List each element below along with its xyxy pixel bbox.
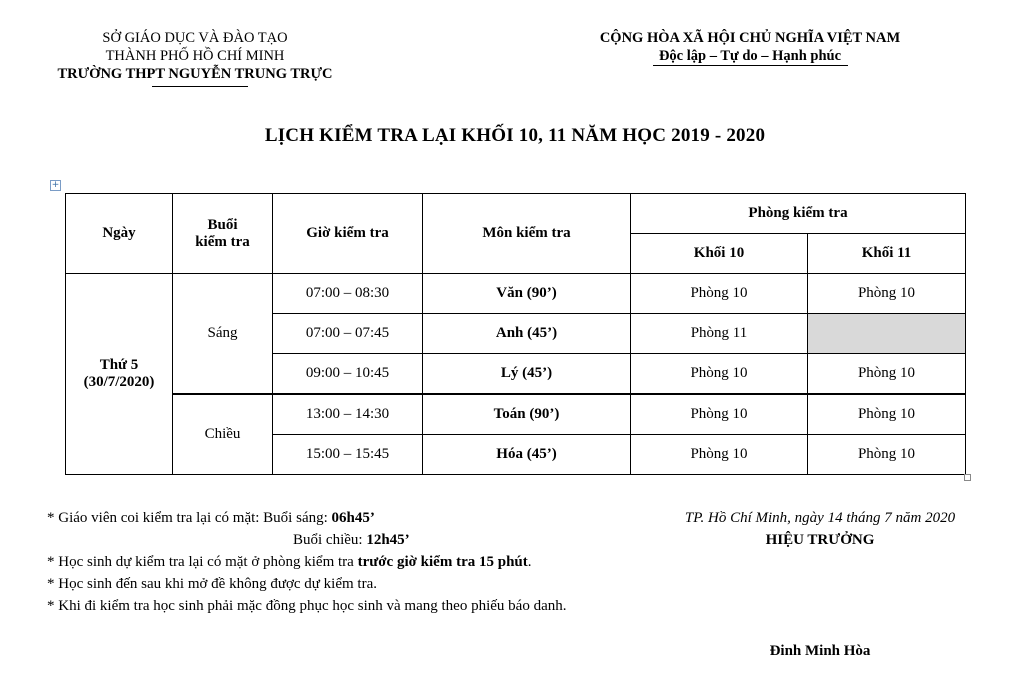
table-row xyxy=(66,394,966,435)
day-name: Thứ 5 xyxy=(99,357,139,373)
note-afternoon-prefix: Buổi chiều: xyxy=(293,532,367,548)
subject-cell: Toán (90’) xyxy=(423,394,631,435)
signature-date: TP. Hồ Chí Minh, ngày 14 tháng 7 năm 2020 xyxy=(684,510,956,526)
table-row xyxy=(66,274,966,314)
signature-name: Đinh Minh Hòa xyxy=(769,643,871,659)
subject-cell: Lý (45’) xyxy=(423,354,631,395)
header-right-rule xyxy=(653,65,848,66)
note-student-bold: trước giờ kiểm tra 15 phút xyxy=(357,554,528,570)
note-afternoon-value: 12h45’ xyxy=(366,532,410,548)
time-cell: 13:00 – 14:30 xyxy=(273,394,423,435)
header-session-line1: Buổi xyxy=(207,216,238,233)
page-title: LỊCH KIỂM TRA LẠI KHỐI 10, 11 NĂM HỌC 2019 - 2020 xyxy=(264,125,766,146)
session-afternoon: Chiều xyxy=(173,394,273,475)
note-afternoon-time xyxy=(293,530,410,550)
header-time: Giờ kiểm tra xyxy=(273,194,423,274)
header-grade-10: Khối 10 xyxy=(631,234,808,274)
session-morning: Sáng xyxy=(173,274,273,395)
table-move-handle-icon[interactable]: + xyxy=(51,180,60,190)
table-resize-handle[interactable] xyxy=(964,474,971,481)
room-grade-10: Phòng 10 xyxy=(631,394,808,435)
room-grade-10: Phòng 10 xyxy=(631,354,808,395)
room-grade-11: Phòng 10 xyxy=(808,274,966,314)
country-name: CỘNG HÒA XÃ HỘI CHỦ NGHĨA VIỆT NAM xyxy=(599,30,901,46)
schedule-table xyxy=(65,193,966,475)
note-student-arrival xyxy=(47,552,532,572)
room-grade-11: Phòng 10 xyxy=(808,394,966,435)
subject-cell: Anh (45’) xyxy=(423,314,631,354)
time-cell: 07:00 – 08:30 xyxy=(273,274,423,314)
note-teacher-prefix: * Giáo viên coi kiểm tra lại có mặt: Buổi sáng: xyxy=(47,510,332,526)
note-student-suffix: . xyxy=(527,554,532,570)
header-left-rule xyxy=(152,86,248,87)
note-late-arrival: * Học sinh đến sau khi mở đề không được dự kiểm tra. xyxy=(47,576,377,592)
note-teacher-time xyxy=(47,508,375,528)
subject-cell: Hóa (45’) xyxy=(423,435,631,475)
room-grade-11: Phòng 10 xyxy=(808,354,966,395)
room-grade-10: Phòng 10 xyxy=(631,435,808,475)
note-student-prefix: * Học sinh dự kiểm tra lại có mặt ở phòng kiểm tra xyxy=(47,554,358,570)
header-session xyxy=(173,194,273,274)
motto: Độc lập – Tự do – Hạnh phúc xyxy=(658,48,842,64)
header-grade-11: Khối 11 xyxy=(808,234,966,274)
department-name: SỞ GIÁO DỤC VÀ ĐÀO TẠO xyxy=(102,30,288,46)
day-cell xyxy=(66,274,173,475)
header-right xyxy=(565,29,935,65)
note-uniform: * Khi đi kiểm tra học sinh phải mặc đồng phục học sinh và mang theo phiếu báo danh. xyxy=(47,598,567,614)
header-session-line2: kiểm tra xyxy=(195,233,250,250)
note-morning-time: 06h45’ xyxy=(331,510,375,526)
city-name: THÀNH PHỐ HỒ CHÍ MINH xyxy=(105,48,285,64)
room-grade-10: Phòng 11 xyxy=(631,314,808,354)
room-grade-11-shaded xyxy=(808,314,966,354)
day-date: (30/7/2020) xyxy=(83,374,155,390)
header-subject: Môn kiểm tra xyxy=(423,194,631,274)
time-cell: 09:00 – 10:45 xyxy=(273,354,423,395)
time-cell: 07:00 – 07:45 xyxy=(273,314,423,354)
header-room: Phòng kiểm tra xyxy=(631,194,966,234)
room-grade-10: Phòng 10 xyxy=(631,274,808,314)
header-left xyxy=(40,29,350,83)
time-cell: 15:00 – 15:45 xyxy=(273,435,423,475)
room-grade-11: Phòng 10 xyxy=(808,435,966,475)
header-day: Ngày xyxy=(66,194,173,274)
signature-role: HIỆU TRƯỞNG xyxy=(765,532,875,548)
school-name: TRƯỜNG THPT NGUYỄN TRUNG TRỰC xyxy=(57,66,333,82)
subject-cell: Văn (90’) xyxy=(423,274,631,314)
